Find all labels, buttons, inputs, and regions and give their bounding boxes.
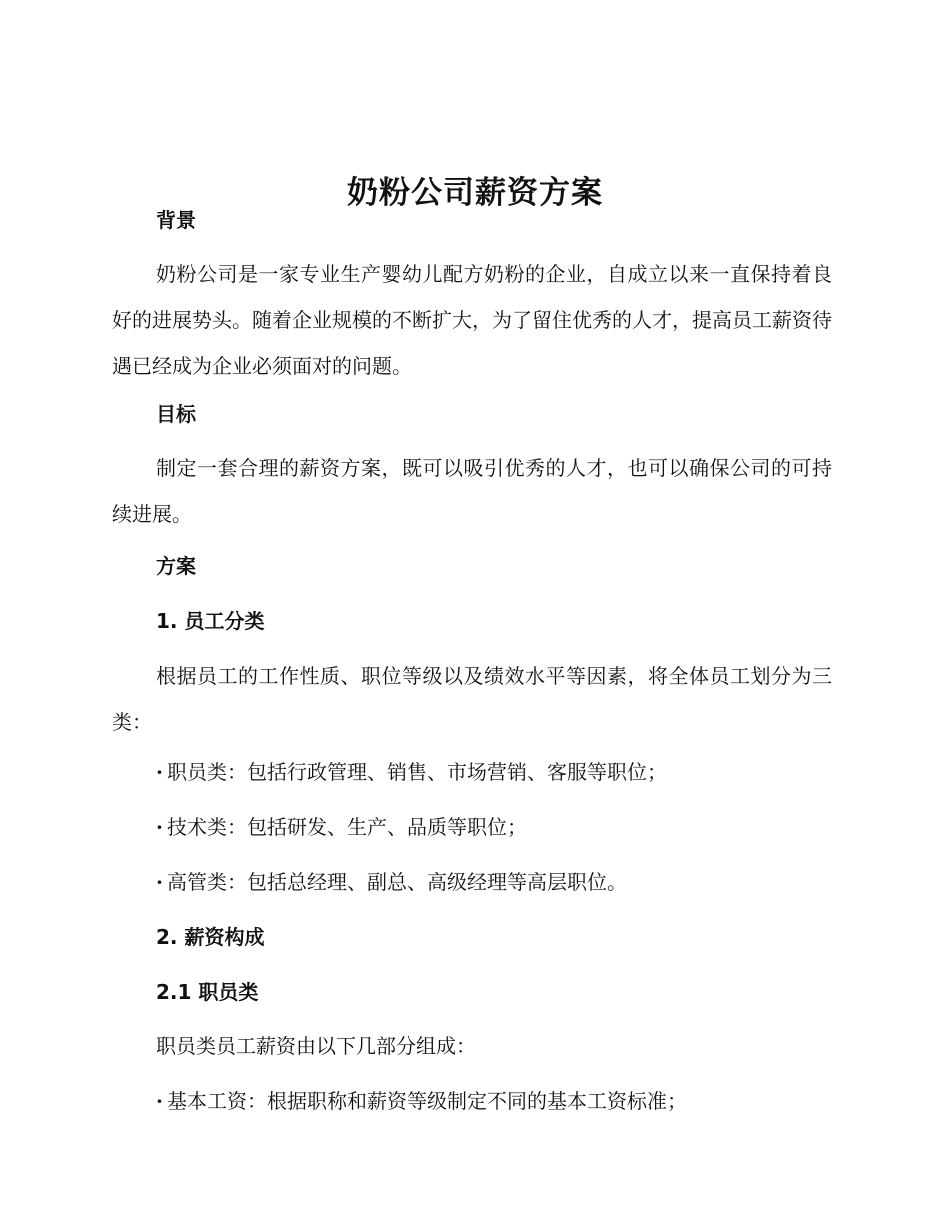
bullet-icon: · xyxy=(156,870,163,894)
list-item xyxy=(156,867,832,897)
list-item xyxy=(156,757,832,787)
bullet-icon: · xyxy=(156,760,163,784)
document-title: 奶粉公司薪资方案 xyxy=(347,174,603,211)
heading-employee-classification: 1. 员工分类 xyxy=(156,609,265,633)
heading-background: 背景 xyxy=(156,208,196,232)
heading-salary-composition: 2. 薪资构成 xyxy=(156,925,265,949)
list-item xyxy=(156,812,832,842)
paragraph-goal: 制定一套合理的薪资方案，既可以吸引优秀的人才，也可以确保公司的可持续进展。 xyxy=(112,456,832,526)
paragraph-background: 奶粉公司是一家专业生产婴幼儿配方奶粉的企业，自成立以来一直保持着良好的进展势头。随着企业规模的不断扩大，为了留住优秀的人才，提高员工薪资待遇已经成为企业必须面对的问题。 xyxy=(112,262,832,378)
bullet-icon: · xyxy=(156,1089,163,1113)
list-item-text: 技术类：包括研发、生产、品质等职位； xyxy=(166,815,527,839)
list-item-text: 高管类：包括总经理、副总、高级经理等高层职位。 xyxy=(166,870,627,894)
paragraph-classification: 根据员工的工作性质、职位等级以及绩效水平等因素，将全体员工划分为三类： xyxy=(112,664,832,734)
bullet-icon: · xyxy=(156,815,163,839)
heading-plan: 方案 xyxy=(156,554,196,578)
paragraph-staff-intro: 职员类员工薪资由以下几部分组成： xyxy=(156,1034,476,1058)
list-item-text: 职员类：包括行政管理、销售、市场营销、客服等职位； xyxy=(166,760,667,784)
heading-goal: 目标 xyxy=(156,402,196,426)
list-item-text: 基本工资：根据职称和薪资等级制定不同的基本工资标准； xyxy=(166,1089,687,1113)
list-item xyxy=(156,1086,832,1116)
heading-staff-category: 2.1 职员类 xyxy=(156,980,259,1004)
